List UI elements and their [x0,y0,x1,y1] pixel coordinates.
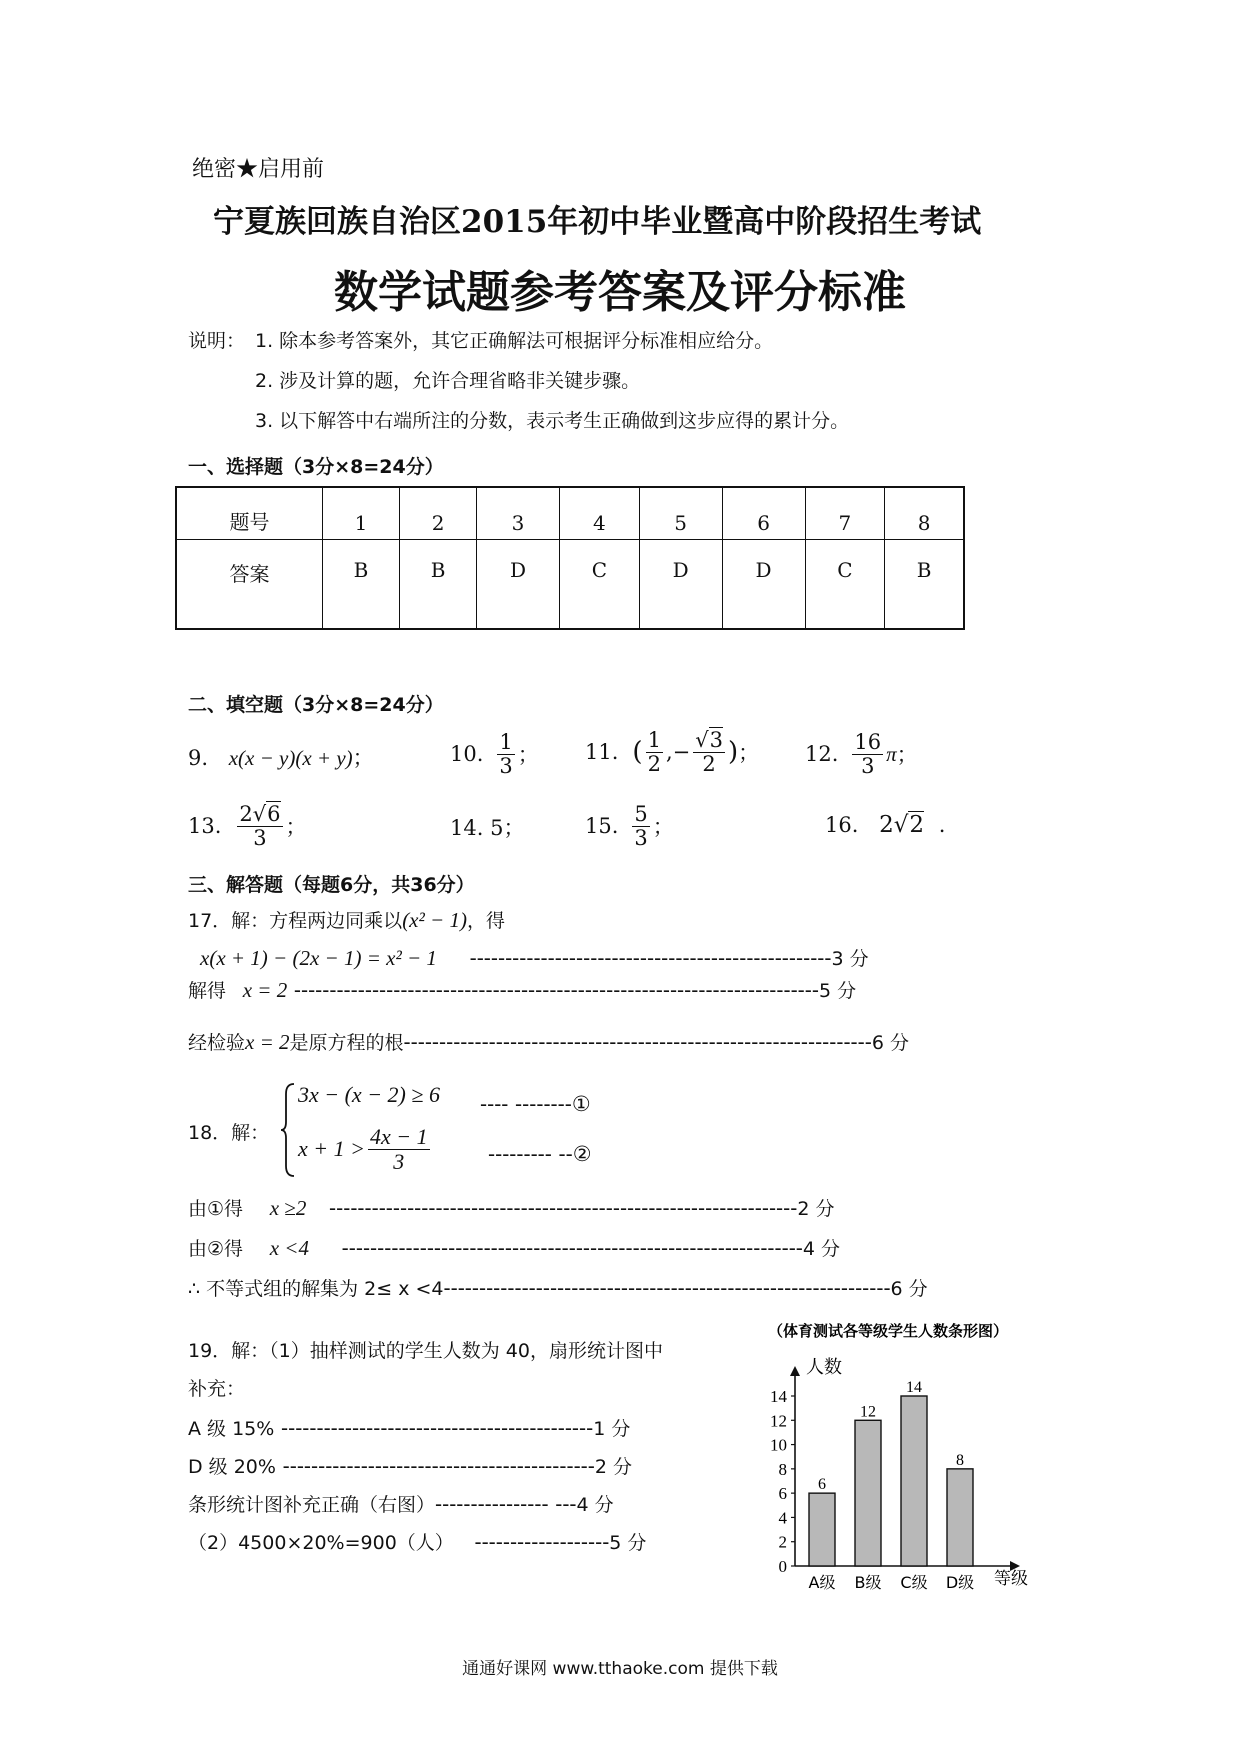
section2-title: 二、填空题（3分×8=24分） [188,694,444,716]
dash-leader: ------------------- [474,1530,610,1554]
score-label: 4 分 [802,1238,841,1260]
q17-intro [188,906,505,933]
q19-line-1: 19．解：（1）抽样测试的学生人数为 40，扇形统计图中 [188,1340,663,1362]
q10-answer [450,726,539,782]
table-number: 6 [722,487,805,540]
q17-intro-text: 17．解：方程两边同乘以 [188,910,403,932]
dash-leader: ----------------------------------------------------------------- [341,1236,803,1260]
chart-title: （体育测试各等级学生人数条形图） [768,1322,1009,1340]
q12-end: ； [896,743,918,767]
table-answer: D [639,540,722,630]
table-answer: D [477,540,560,630]
note-item-1: 1. 除本参考答案外，其它正确解法可根据评分标准相应给分。 [255,330,774,352]
section1-title: 一、选择题（3分×8=24分） [188,456,444,478]
table-answer: C [560,540,640,630]
dash-leader: --------------------------------------------------- [469,946,832,970]
q18-inequality-1: 3x − (x − 2) ≥ 6 [298,1082,440,1107]
footer-text: 通通好课网 www.tthaoke.com 提供下载 [462,1659,778,1679]
q13-answer [188,796,307,856]
q12-answer [805,726,918,782]
q12-num: 12. [805,742,839,766]
q13-end: ； [285,815,307,839]
table-answer: D [722,540,805,630]
answer-table-answer-row [176,540,964,630]
q18-inequality-2 [298,1118,433,1180]
q19-line-4 [188,1452,632,1479]
q18-label: 18．解： [188,1122,270,1144]
q19-text: 条形统计图补充正确（右图） [188,1494,436,1516]
table-number: 5 [639,487,722,540]
category-label: B级 [854,1573,882,1592]
q10-fraction [497,731,514,776]
secret-label: 绝密★启用前 [192,157,325,182]
q13-fraction: $\frac{2√6}{3}$ [239,802,281,850]
coefficient: 2 [239,802,253,827]
q10-end: ； [517,743,539,767]
x-axis-label: 等级 [994,1569,1028,1589]
score-label: 6 分 [871,1032,909,1054]
section3-title: 三、解答题（每题6分，共36分） [188,874,475,896]
q18-mark-1: ---- --------① [480,1092,591,1116]
table-number: 8 [885,487,964,540]
q12-fraction [852,731,883,776]
dash-leader: -------------------------------------------- [281,1416,594,1440]
q9-expr: x(x − y)(x + y) [228,746,353,770]
q16-num: 16. [825,813,859,837]
table-answer: C [805,540,885,630]
score-label: 3 分 [831,948,869,970]
q11-fraction-1 [646,729,663,774]
score-label: 6 分 [890,1278,928,1300]
result-label: 由①得 [188,1198,244,1220]
table-answer: B [885,540,964,630]
frac-denominator: 3 [861,753,875,778]
frac-numerator: 16 [854,730,882,755]
q19-line-3 [188,1414,630,1441]
y-tick-label: 8 [778,1459,787,1479]
table-number: 4 [560,487,640,540]
q14-end: ； [503,816,525,840]
table-header-label: 题号 [176,487,323,540]
frac-denominator: 2 [702,751,716,776]
table-number: 3 [477,487,560,540]
q15-answer [585,796,674,856]
dash-leader: ---------------- --- [435,1492,577,1516]
q17-check-text: 是原方程的根 [289,1032,404,1054]
table-number: 2 [400,487,477,540]
note-item-3: 3. 以下解答中右端所注的分数，表示考生正确做到这步应得的累计分。 [255,410,850,432]
frac-denominator: 3 [634,825,648,850]
bar-value-label: 14 [906,1379,922,1396]
score-label: 4 分 [576,1494,614,1516]
answer-table [175,486,965,630]
q15-fraction [632,803,649,848]
q14-answer [450,812,524,842]
q15-num: 15. [585,814,619,838]
frac-numerator: 1 [499,730,513,755]
y-tick-label: 4 [778,1508,787,1528]
q17-line2 [188,976,856,1003]
result-expr: x ≥2 [269,1196,307,1220]
q17-check-expr: x = 2 [245,1030,290,1054]
q17-intro-expr: (x² − 1) [402,908,467,932]
coefficient: 2 [879,812,894,838]
bar [901,1396,927,1566]
q9-answer [188,742,374,772]
q17-check-label: 经检验 [188,1032,246,1054]
bar-value-label: 8 [956,1451,964,1469]
frac-denominator: 3 [253,825,267,850]
q18-result-1 [188,1194,835,1221]
q16-answer: 16. 2√2 . [825,812,946,838]
bar [855,1420,881,1566]
bar [809,1493,835,1566]
table-answer: B [323,540,400,630]
table-number: 7 [805,487,885,540]
y-tick-label: 12 [770,1411,787,1431]
radicand: 6 [267,802,281,827]
frac-numerator: 5 [634,802,648,827]
score-label: 2 分 [594,1456,632,1478]
q19-line-5 [188,1490,614,1517]
q16-end: . [938,813,946,837]
y-axis-arrow-icon [790,1366,800,1376]
q13-num: 13. [188,814,222,838]
result-expr: x <4 [269,1236,309,1260]
page-title: 数学试题参考答案及评分标准 [334,267,906,318]
q17-line1 [200,944,869,971]
score-label: 5 分 [609,1532,647,1554]
q19-text: D 级 20% [188,1456,276,1478]
q10-num: 10. [450,742,484,766]
y-tick-label: 2 [778,1532,787,1552]
dash-leader: --------------------------------------------------------------- [443,1276,891,1300]
q19-text: （2）4500×20%=900（人） [188,1532,454,1554]
brace-icon [280,1082,296,1178]
answer-table-header-row [176,487,964,540]
q11-end: ； [738,741,760,765]
q17-solve-label: 解得 [188,980,227,1002]
y-axis-label: 人数 [806,1357,842,1378]
q11-answer: 11. ( $\frac{1}{2}$ ,− $\frac{√3}{2}$ ) ； [585,728,760,776]
ineq-fraction [368,1125,430,1172]
q17-solution: x = 2 [242,978,288,1002]
q17-equation: x(x + 1) − (2x − 1) = x² − 1 [200,946,437,970]
exam-title: 宁夏族回族自治区2015年初中毕业暨高中阶段招生考试 [213,204,982,240]
score-label: 5 分 [818,980,857,1002]
q9-end: ； [352,746,374,770]
q18-result-3 [188,1274,928,1301]
note-item-2: 2. 涉及计算的题，允许合理省略非关键步骤。 [255,370,641,392]
bar-value-label: 12 [860,1403,876,1421]
dash-leader: ------------------------------------------------------------------ [403,1030,872,1054]
frac-denominator: 3 [499,753,513,778]
q17-intro-end: ，得 [466,910,505,932]
q18-result-2 [188,1234,840,1261]
q12-pi: π [886,741,897,766]
frac-denominator: 2 [647,751,661,776]
q11-num: 11. [585,740,619,764]
y-tick-label: 10 [770,1435,787,1455]
notes-label: 说明： [188,330,246,352]
table-answer-label: 答案 [176,540,323,630]
q14-value: 5 [490,816,504,840]
result-text: ∴ 不等式组的解集为 2≤ x <4 [188,1278,444,1300]
q17-line3 [188,1028,909,1055]
ineq-lhs: x + 1 > [298,1136,365,1161]
q15-end: ； [652,815,674,839]
score-label: 1 分 [593,1418,631,1440]
frac-denominator: 3 [393,1148,405,1174]
dash-leader: -------------------------------------------- [282,1454,595,1478]
dash-leader: ------------------------------------------------------------------ [329,1196,798,1220]
radicand: 2 [909,812,925,838]
table-answer: B [400,540,477,630]
score-label: 2 分 [797,1198,835,1220]
category-label: A级 [808,1573,836,1592]
q11-fraction-2: $\frac{√3}{2}$ [695,728,723,776]
bar-chart [760,1316,1060,1606]
y-tick-label: 6 [778,1484,787,1504]
y-tick-label: 0 [778,1557,787,1576]
q18-mark-2: --------- --② [488,1142,592,1166]
bar-value-label: 6 [818,1476,826,1494]
bar [947,1469,973,1566]
q19-line-2: 补充： [188,1378,246,1400]
radicand: 3 [709,728,723,753]
q19-text: A 级 15% [188,1418,275,1440]
q19-line-6 [188,1528,646,1555]
category-label: D级 [945,1573,975,1592]
frac-numerator: 1 [647,728,661,753]
q14-num: 14. [450,816,484,840]
result-label: 由②得 [188,1238,244,1260]
table-number: 1 [323,487,400,540]
dash-leader: -------------------------------------------------------------------------- [293,978,819,1002]
category-label: C级 [900,1573,928,1592]
frac-numerator: 4x − 1 [369,1124,428,1150]
q9-num: 9. [188,746,209,770]
y-tick-label: 14 [770,1387,787,1406]
